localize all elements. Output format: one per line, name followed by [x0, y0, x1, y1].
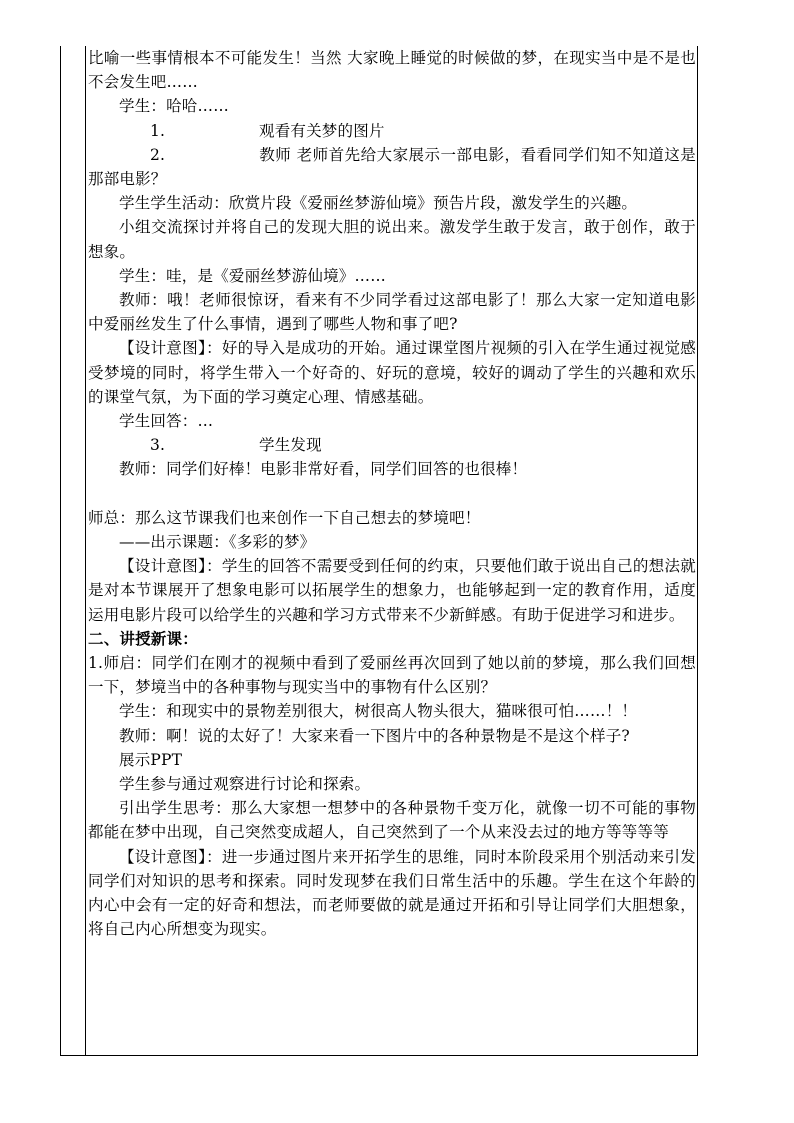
paragraph: 师总：那么这节课我们也来创作一下自己想去的梦境吧！ — [88, 508, 481, 527]
numbered-item — [88, 143, 696, 191]
paragraph: 1.师启：同学们在刚才的视频中看到了爱丽丝再次回到了她以前的梦境，那么我们回想一下，梦境当中的各种事物与现实当中的事物有什么区别？ — [88, 654, 696, 697]
design-intent-paragraph: 【设计意图】：好的导入是成功的开始。通过课堂图片视频的引入在学生通过视觉感受梦境的同时，将学生带入一个好奇的、好玩的意境，较好的调动了学生的兴趣和欢乐的课堂气氛，为下面的学习奠定心理、情感基础。 — [88, 339, 696, 406]
paragraph: 学生：哈哈…… — [119, 97, 229, 116]
item-number: 1. — [150, 121, 166, 140]
paragraph: 学生：和现实中的景物差别很大，树很高人物头很大，猫咪很可怕……！！ — [119, 702, 638, 721]
item-number: 3. — [150, 436, 166, 455]
item-text: 教师 老师首先给大家展示一部电影，看看同学们知不知道这是那部电影？ — [88, 145, 696, 189]
blank-line — [88, 482, 696, 506]
paragraph: 教师：哦！老师很惊讶，看来有不少同学看过这部电影了！那么大家一定知道电影中爱丽丝发生了什么事情，遇到了哪些人物和事了吧? — [88, 291, 696, 334]
design-intent-paragraph: 【设计意图】：进一步通过图片来开拓学生的思维，同时本阶段采用个别活动来引发同学们对知识的思考和探索。同时发现梦在我们日常生活中的乐趣。学生在这个年龄的内心中会有一定的好奇和想法，而老师要做的就是通过开拓和引导让同学们大胆想象，将自己内心所想变为现实。 — [88, 847, 696, 939]
design-intent-paragraph: 【设计意图】：学生的回答不需要受到任何的约束，只要他们敢于说出自己的想法就是对本节课展开了想象电影可以拓展学生的想象力，也能够起到一定的教育作用，适度运用电影片段可以给学生的兴趣和学习方式带来不少新鲜感。有助于促进学习和进步。 — [88, 557, 696, 624]
paragraph: 学生回答：… — [119, 412, 214, 431]
paragraph: 展示PPT — [119, 750, 183, 769]
paragraph: 学生：哇，是《爱丽丝梦游仙境》…… — [119, 266, 386, 285]
numbered-item — [88, 433, 696, 457]
paragraph: 学生学生活动：欣赏片段《爱丽丝梦游仙境》预告片段，激发学生的兴趣。 — [119, 194, 638, 213]
paragraph: 学生参与通过观察进行讨论和探索。 — [119, 775, 371, 794]
section-heading: 二、讲授新课： — [88, 628, 198, 648]
column-divider — [85, 46, 86, 1056]
paragraph: 教师：啊！说的太好了！大家来看一下图片中的各种景物是不是这个样子? — [119, 726, 630, 745]
item-number: 2. — [150, 145, 166, 164]
paragraph: 引出学生思考：那么大家想一想梦中的各种景物千变万化，就像一切不可能的事物都能在梦中出现，自己突然变成超人，自己突然到了一个从来没去过的地方等等等等 — [88, 799, 696, 842]
numbered-item — [88, 119, 696, 143]
paragraph: 小组交流探讨并将自己的发现大胆的说出来。激发学生敢于发言，敢于创作，敢于想象。 — [88, 218, 696, 261]
paragraph: 比喻一些事情根本不可能发生！当然 大家晚上睡觉的时候做的梦，在现实当中是不是也不会发生吧…… — [88, 49, 696, 92]
item-text: 学生发现 — [259, 436, 322, 455]
item-text: 观看有关梦的图片 — [259, 121, 385, 140]
paragraph: ——出示课题：《多彩的梦》 — [119, 533, 316, 552]
lesson-content-cell — [88, 46, 696, 942]
paragraph: 教师：同学们好棒！电影非常好看，同学们回答的也很棒！ — [119, 460, 528, 479]
